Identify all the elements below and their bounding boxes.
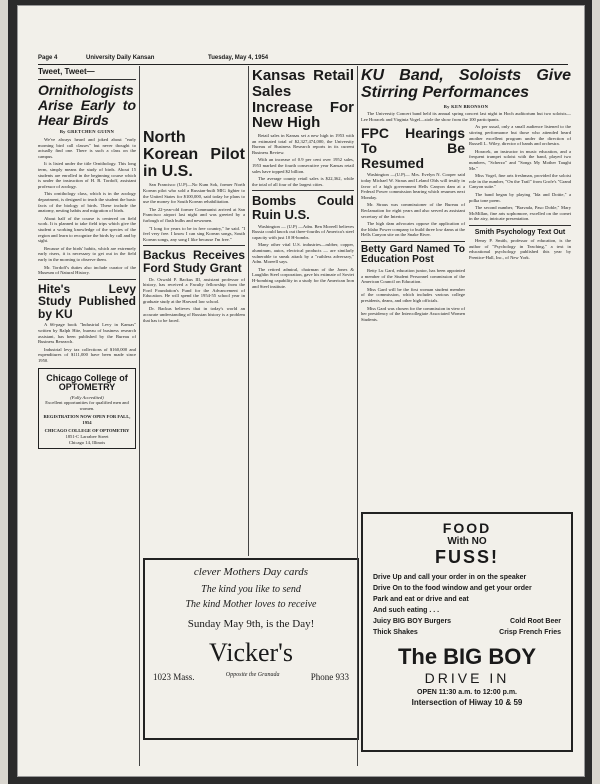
divider <box>38 79 136 80</box>
ad-chicago-optometry: Chicago College of OPTOMETRY (Fully Accredited) Excellent opportunities for qualified men and women. REGISTRATION NOW OPEN FOR FALL, 1954 CHICAGO COLLEGE OF OPTOMETRY 1851-C Larrabee Street Chicago 14, Illinois <box>38 368 136 450</box>
byline: By GRETCHEN GUINN <box>59 129 115 135</box>
column-rule <box>248 66 249 556</box>
paper-name: University Daily Kansan <box>86 55 155 61</box>
divider <box>361 241 465 242</box>
ad-big-boy: FOOD With NO FUSS! Drive Up and call your order in on the speaker Drive On to the food window and get your order Park and eat or drive and eat And such eating . . . Juicy BIG BOY Burgers Cold Root Beer Thick Shakes Crisp French Fries The BIG BOY DRIVE IN OPEN 11:30 a.m. to 12:00 p.m. Intersection of Hiway 10 & 59 <box>361 512 573 752</box>
headline-north-korean-pilot: North Korean Pilot in U.S. <box>143 129 245 180</box>
headline-bombs: Bombs Could Ruin U.S. <box>252 193 354 222</box>
divider <box>38 279 136 280</box>
article-body: We've always heard and joked about "early morning bird call classes" but never thought to actually find one. There is such a class on the campus. It is listed under the title Ornithology. This long term, simply means the study of birds. About 15 students are enrolled in the beginning course which is under the instruction of H. B. Tordoff, assistant professor of zoology. This ornithology class, which is in the zoology department, is designed to teach the student the basic facts of the biology of birds. These include the anatomy, nesting habits and migration of birds. About half of the course is centered on field work. It is planned to take field trips which give the student a working knowledge of the species of the region and learn to recognize the birds by call and by sight. Because of the birds' habits, which are extremely early risers, it is necessary to get out in the field early in the morning to observe them. Mr. Tordoff's duties also include curator of the Museum of Natural History. <box>38 137 136 276</box>
column-rule <box>139 66 140 766</box>
issue-date: Tuesday, May 4, 1954 <box>208 55 269 61</box>
headline-ornithologists: Ornithologists Arise Early to Hear Birds <box>38 82 136 128</box>
headline-fpc: FPC Hearings To Be Resumed <box>361 125 465 171</box>
headline-smith: Smith Psychology Text Out <box>474 228 566 236</box>
divider <box>252 190 354 191</box>
headline-hite: Hite's Levy Study Published by KU <box>38 281 136 321</box>
column-2: North Korean Pilot in U.S. San Francisco (U.P)—No Kum Sok, former North Korean pilot who sold a Russian-built MIG fighter to the United States for $100,000, said today he plans to use the money for South Korean rehabilitation. The 22-year-old former Communist arrived at San Francisco airport last night and was greeted by a furlough of flash bulbs and newsmen. "I long for years to be in free country," he said. "I feel very free. I know I can sing Korean songs, South Korean songs, any song I like because I'm free." Backus Receives Ford Study Grant Dr. Oswald P. Backus III, assistant professor of history, has received a Faculty fellowship from the Ford Foundation's Fund for the Advancement of Education. He will spend the 1954-55 school year in graduate study at the Harvard law school. Dr. Backus believes that in today's world an accurate understanding of Russian history is a problem that has to be faced. <box>143 129 245 323</box>
headline-betty-gard: Betty Gard Named To Education Post <box>361 243 465 266</box>
column-3: Kansas Retail Sales Increase For New High Retail sales in Kansas set a new high in 1953 with an estimated total of $2,327,474,000, the University Bureau of Business Research reports in its current Business Review. With an increase of 0.9 per cent over 1952 sales, 1953 marked the fourth consecutive year Kansas retail sales have topped $2 billion. The average county retail sales is $22,362, while the total of all four of the largest cities. Bombs Could Ruin U.S. Washington — (U.P) —Adm. Ben Moreell believes Russia could knock out three-fourths of America's steel capacity with just 10 H-bombs. Many other vital U.S. industries—rubber, copper, aluminum, autos, electrical products — are similarly vulnerable to sneak attack by a "ruthless adversary," Adm. Moreell says. The retired admiral, chairman of the Jones & Laughlin Steel corporation, gave his estimate of Soviet H-bombing capability in a study for the American Iron and Steel institute. <box>252 67 354 289</box>
page-number: Page 4 <box>38 55 58 61</box>
divider <box>143 245 245 246</box>
headline-kansas-retail: Kansas Retail Sales Increase For New High <box>252 67 354 132</box>
headline-backus: Backus Receives Ford Study Grant <box>143 248 245 275</box>
ad-vickers: clever Mothers Day cards The kind you like to send The kind Mother loves to receive Sunday May 9th, is the Day! Vicker's 1023 Mass. Opposite the Granada Phone 933 <box>143 558 359 740</box>
binder-strip-right <box>592 0 600 784</box>
column-4-5: KU Band, Soloists Give Stirring Performances By KEN BRONSON The University Concert band held its annual spring concert last night in Hoch auditorium but two soloists—Lee Horacek and Virginia Vogel—stole the show from the 100 participants. FPC Hearings To Be Resumed Washington —(U.P)— Mrs. Evelyn N. Cooper said today Michael W. Straus and Leland Olds will testify in favor of a high government Hells Canyon dam at a Federal Power commission hearing which resumes next Monday. Mr. Straus was commissioner of the Bureau of Reclamation for eight years and also served as assistant secretary of the Interior. The high dam advocates oppose the application of the Idaho Power company to build three low dams at the Hells Canyon site on the Snake River. Betty Gard Named To Education Post Betty Lu Gard, education junior, has been appointed a member of the Student Personnel commission of the American Council on Education. Miss Gard will be the first woman student member of the commission, which includes various college presidents, deans, and other high officials. Miss Gard was chosen for the commission in view of her presidency of the Intercollegiate Associated Women Students. As per usual, only a small audience listened to the stirring performance but those who attended heard another excellent program under the direction of Russell L. Wiley, director of bands and orchestra. Horacek, an instructor in music education, and a frequent trumpet soloist with the band, played two numbers, "Scherzo" and "Songs My Mother Taught Me." Miss Vogel, fine arts freshman, provided the soloist role in the number, "On the Trail" from Grofe's "Grand Canyon suite." The band began by playing "Ida and Dottie," a polka tone poem. The second number, "Bravada, Paso Doble," Mary McMillan, fine arts sophomore, excelled on the cornet in the airy, intricate presentation. Smith Psychology Text Out Henry P. Smith, professor of education, is the author of "Psychology in Teaching," a text in educational psychology published this year by Prentice-Hall, Inc., of New York. <box>361 67 571 322</box>
column-rule <box>357 66 358 766</box>
divider <box>469 225 571 226</box>
binder-strip-left <box>0 0 8 784</box>
headline-ku-band: KU Band, Soloists Give Stirring Performances <box>361 67 571 101</box>
column-1: Tweet, Tweet— Ornithologists Arise Early to Hear Birds By GRETCHEN GUINN We've always heard and joked about "early morning bird call classes" but never thought to actually find one. There is such a class on the campus. It is listed under the title Ornithology. This long term, simply means the study of birds. About 15 students are enrolled in the beginning course which is under the instruction of H. B. Tordoff, assistant professor of zoology. This ornithology class, which is in the zoology department, is designed to teach the student the basic facts of the biology of birds. These include the anatomy, nesting habits and migration of birds. About half of the course is centered on field work. It is planned to take field trips which give the student a working knowledge of the species of the region and learn to recognize the birds by call and by sight. Because of the birds' habits, which are extremely early risers, it is necessary to get out in the field early in the morning to observe them. Mr. Tordoff's duties also include curator of the Museum of Natural History. Hite's Levy Study Published by KU A 66-page book "Industrial Levy in Kansas" written by Ralph Hite, bureau of business research assistant, has been published by the Bureau of Business Research. Industrial levy tax collections of $160,000 and expenditures of $111,000 have been made since 1950. Chicago College of OPTOMETRY (Fully Accredited) Excellent opportunities for qualified men and women. REGISTRATION NOW OPEN FOR FALL, 1954 CHICAGO COLLEGE OF OPTOMETRY 1851-C Larrabee Street Chicago 14, Illinois <box>38 66 136 766</box>
masthead <box>38 54 568 65</box>
kicker: Tweet, Tweet— <box>38 67 95 76</box>
newspaper-page <box>18 6 584 776</box>
